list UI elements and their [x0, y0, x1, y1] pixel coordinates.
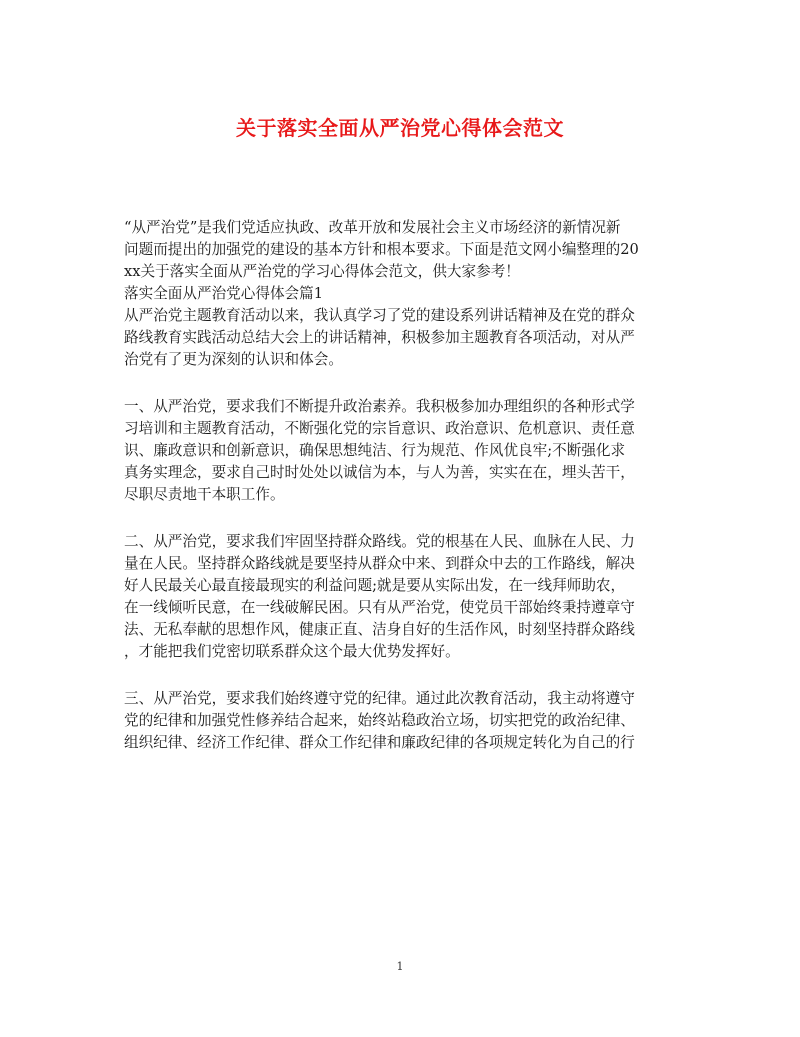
paragraph-point-one	[124, 396, 678, 506]
text-line: ，才能把我们党密切联系群众这个最大优势发挥好。	[124, 643, 460, 660]
text-line: 识、廉政意识和创新意识，确保思想纯洁、行为规范、作风优良牢;不断强化求	[124, 442, 626, 459]
text-line: 真务实理念，要求自己时时处处以诚信为本，与人为善，实实在在，埋头苦干，	[124, 464, 635, 481]
paragraph-gap	[124, 663, 678, 688]
text-line: “从严治党”是我们党适应执政、改革开放和发展社会主义市场经济的新情况新	[124, 219, 621, 236]
text-line: xx关于落实全面从严治党的学习心得体会范文，供大家参考！	[124, 263, 520, 280]
paragraph-intro	[124, 217, 678, 283]
text-line: 好人民最关心最直接最现实的利益问题;就是要从实际出发，在一线拜师助农，	[124, 577, 626, 594]
paragraph-opening	[124, 305, 678, 371]
text-line: 一、从严治党，要求我们不断提升政治素养。我积极参加办理组织的各种形式学	[124, 398, 635, 415]
text-line: 二、从严治党，要求我们牢固坚持群众路线。党的根基在人民、血脉在人民、力	[124, 533, 635, 550]
text-line: 问题而提出的加强党的建设的基本方针和根本要求。下面是范文网小编整理的20	[124, 241, 639, 258]
text-line: 落实全面从严治党心得体会篇1	[124, 285, 324, 302]
text-line: 组织纪律、经济工作纪律、群众工作纪律和廉政纪律的各项规定转化为自己的行	[124, 734, 635, 751]
document-title: 关于落实全面从严治党心得体会范文	[236, 116, 564, 140]
paragraph-point-three	[124, 688, 678, 754]
page-number: 1	[396, 960, 404, 973]
text-line: 尽职尽责地干本职工作。	[124, 486, 285, 503]
paragraph-point-two	[124, 531, 678, 663]
text-line: 在一线倾听民意，在一线破解民困。只有从严治党，使党员干部始终秉持遵章守	[124, 599, 635, 616]
text-line: 路线教育实践活动总结大会上的讲话精神，积极参加主题教育各项活动，对从严	[124, 329, 635, 346]
text-line: 党的纪律和加强党性修养结合起来，始终站稳政治立场，切实把党的政治纪律、	[124, 712, 635, 729]
text-line: 法、无私奉献的思想作风，健康正直、洁身自好的生活作风，时刻坚持群众路线	[124, 621, 635, 638]
text-line: 三、从严治党，要求我们始终遵守党的纪律。通过此次教育活动，我主动将遵守	[124, 690, 635, 707]
paragraph-gap	[124, 506, 678, 531]
document-body	[124, 217, 678, 754]
paragraph-gap	[124, 371, 678, 396]
text-line: 从严治党主题教育活动以来，我认真学习了党的建设系列讲话精神及在党的群众	[124, 307, 635, 324]
text-line: 治党有了更为深刻的认识和体会。	[124, 351, 343, 368]
section-heading	[124, 283, 678, 305]
text-line: 量在人民。坚持群众路线就是要坚持从群众中来、到群众中去的工作路线，解决	[124, 555, 635, 572]
text-line: 习培训和主题教育活动，不断强化党的宗旨意识、政治意识、危机意识、责任意	[124, 420, 635, 437]
